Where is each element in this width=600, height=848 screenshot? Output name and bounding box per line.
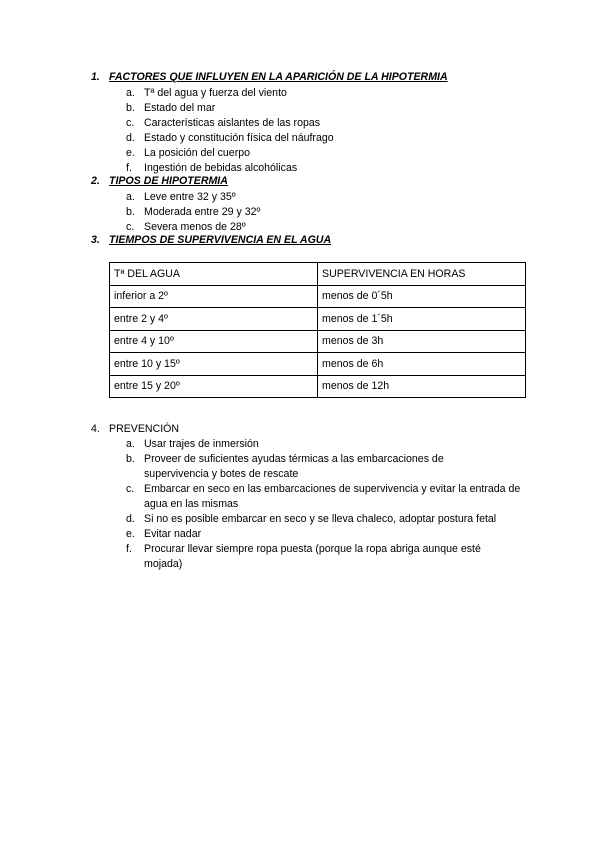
item-text: Características aislantes de las ropas bbox=[144, 117, 321, 129]
section-number: 3. bbox=[91, 234, 100, 246]
section-number: 4. bbox=[91, 423, 100, 435]
item-text: Proveer de suficientes ayudas térmicas a las embarcaciones de supervivencia y botes de rescate bbox=[144, 453, 444, 480]
item-letter: a. bbox=[126, 87, 135, 99]
item-letter: b. bbox=[126, 206, 135, 218]
section-4-heading bbox=[91, 423, 179, 435]
item-letter: e. bbox=[126, 147, 135, 159]
item-letter: f. bbox=[126, 543, 132, 555]
item-text: Si no es posible embarcar en seco y se lleva chaleco, adoptar postura fetal bbox=[144, 513, 497, 525]
section-title: TIPOS DE HIPOTERMIA bbox=[109, 175, 228, 187]
list-item bbox=[126, 190, 236, 205]
section-2-heading bbox=[91, 175, 228, 187]
list-item bbox=[126, 146, 250, 161]
section-1-heading bbox=[91, 71, 448, 83]
list-item bbox=[126, 101, 215, 116]
list-item bbox=[126, 116, 320, 131]
table-row bbox=[110, 375, 526, 398]
item-text: Tª del agua y fuerza del viento bbox=[144, 87, 287, 99]
table-cell: entre 2 y 4º bbox=[110, 308, 318, 331]
item-letter: c. bbox=[126, 483, 135, 495]
section-number: 1. bbox=[91, 71, 100, 83]
list-item bbox=[126, 527, 201, 542]
table-cell: entre 4 y 10º bbox=[110, 330, 318, 353]
table-row bbox=[110, 285, 526, 308]
item-text: Moderada entre 29 y 32º bbox=[144, 206, 261, 218]
list-item bbox=[126, 452, 479, 482]
list-item bbox=[126, 542, 514, 572]
item-letter: d. bbox=[126, 132, 135, 144]
item-text: Severa menos de 28º bbox=[144, 221, 246, 233]
item-text: Procurar llevar siempre ropa puesta (porque la ropa abriga aunque esté mojada) bbox=[144, 543, 481, 570]
list-item bbox=[126, 205, 260, 220]
survival-table bbox=[109, 262, 526, 398]
section-number: 2. bbox=[91, 175, 100, 187]
item-letter: c. bbox=[126, 117, 135, 129]
item-text: Embarcar en seco en las embarcaciones de supervivencia y evitar la entrada de agua en las mismas bbox=[144, 483, 521, 510]
item-text: La posición del cuerpo bbox=[144, 147, 251, 159]
table-header-cell: Tª DEL AGUA bbox=[110, 263, 318, 286]
item-text: Estado y constitución física del náufrago bbox=[144, 132, 334, 144]
item-text: Estado del mar bbox=[144, 102, 216, 114]
table-header-cell: SUPERVIVENCIA EN HORAS bbox=[318, 263, 526, 286]
table-cell: menos de 1´5h bbox=[318, 308, 526, 331]
item-letter: c. bbox=[126, 221, 135, 233]
item-text: Evitar nadar bbox=[144, 528, 202, 540]
item-letter: a. bbox=[126, 438, 135, 450]
list-item bbox=[126, 512, 496, 527]
table-cell: menos de 12h bbox=[318, 375, 526, 398]
list-item bbox=[126, 220, 246, 235]
table-row bbox=[110, 353, 526, 376]
table-cell: entre 15 y 20º bbox=[110, 375, 318, 398]
list-item bbox=[126, 482, 539, 512]
item-letter: e. bbox=[126, 528, 135, 540]
table-row bbox=[110, 330, 526, 353]
item-letter: b. bbox=[126, 102, 135, 114]
table-row bbox=[110, 308, 526, 331]
item-text: Leve entre 32 y 35º bbox=[144, 191, 236, 203]
section-title: TIEMPOS DE SUPERVIVENCIA EN EL AGUA bbox=[109, 234, 332, 246]
list-item bbox=[126, 86, 287, 101]
item-text: Ingestión de bebidas alcohólicas bbox=[144, 162, 298, 174]
section-3-heading bbox=[91, 234, 331, 246]
item-letter: d. bbox=[126, 513, 135, 525]
table-cell: menos de 0´5h bbox=[318, 285, 526, 308]
section-title: FACTORES QUE INFLUYEN EN LA APARICIÓN DE LA HIPOTERMIA bbox=[109, 71, 448, 83]
table-cell: entre 10 y 15º bbox=[110, 353, 318, 376]
section-title: PREVENCIÓN bbox=[109, 423, 180, 435]
item-text: Usar trajes de inmersión bbox=[144, 438, 259, 450]
table-cell: menos de 6h bbox=[318, 353, 526, 376]
table-cell: menos de 3h bbox=[318, 330, 526, 353]
item-letter: f. bbox=[126, 162, 132, 174]
list-item bbox=[126, 131, 334, 146]
table-cell: inferior a 2º bbox=[110, 285, 318, 308]
item-letter: a. bbox=[126, 191, 135, 203]
list-item bbox=[126, 161, 297, 176]
table-header-row bbox=[110, 263, 526, 286]
list-item bbox=[126, 437, 259, 452]
item-letter: b. bbox=[126, 453, 135, 465]
